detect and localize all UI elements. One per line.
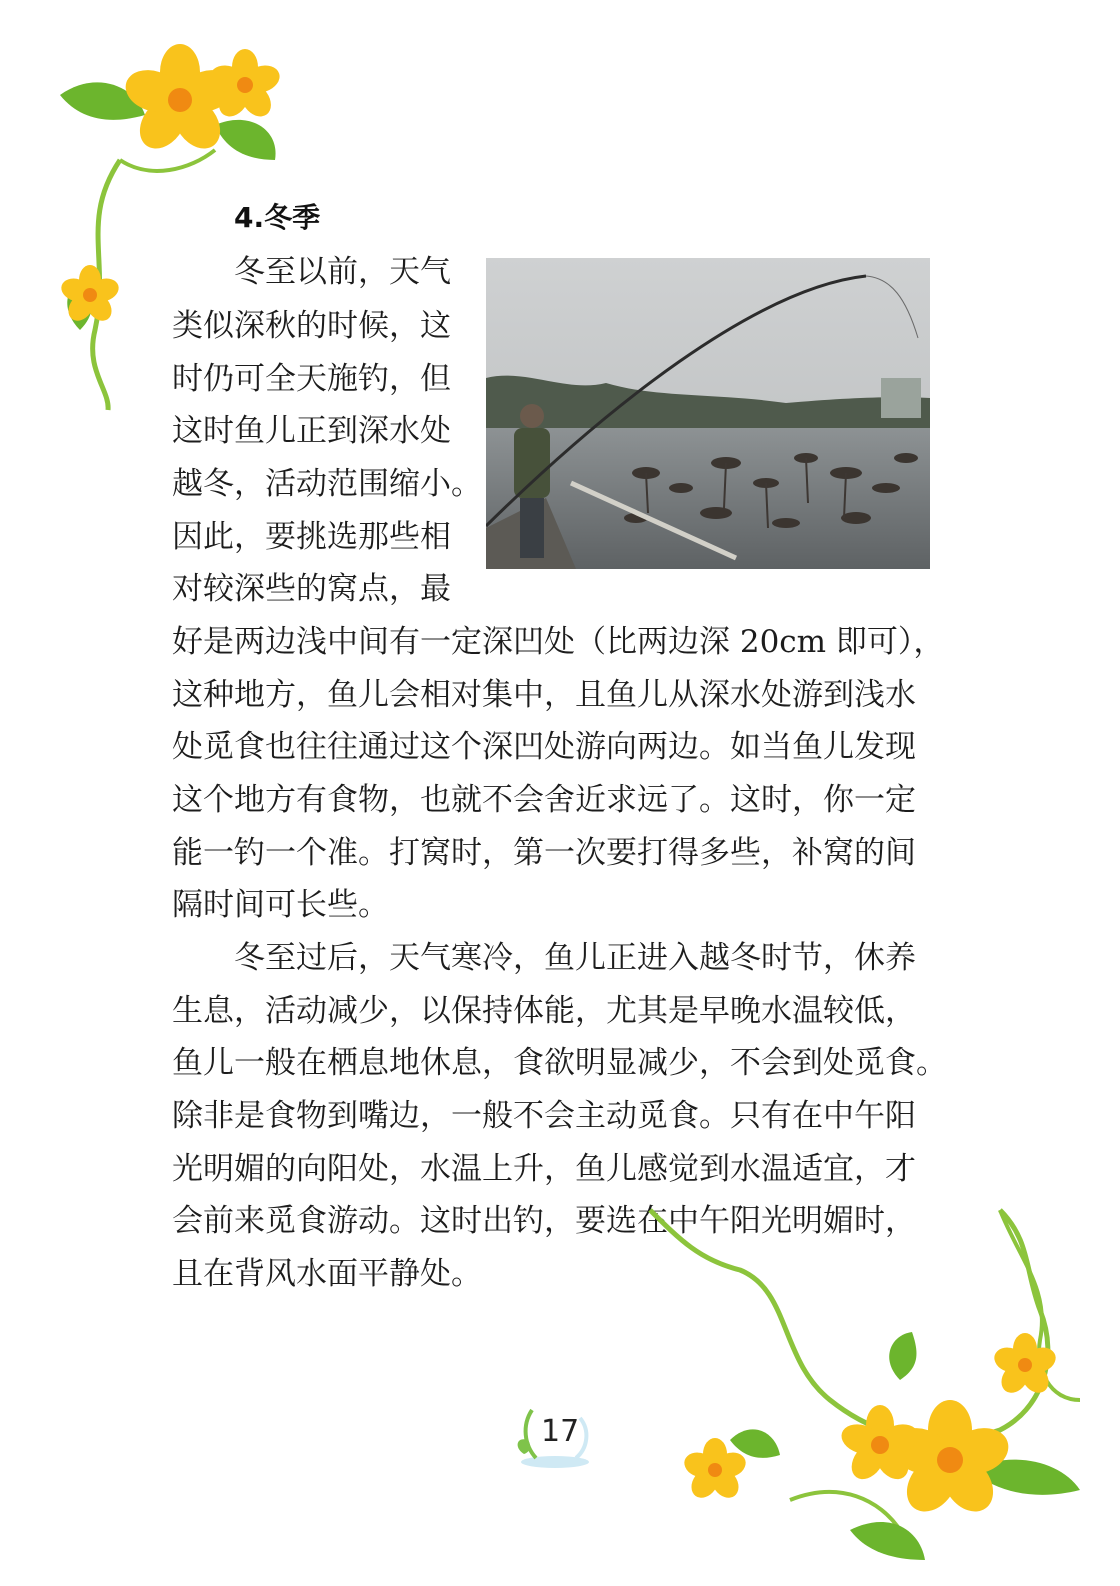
paragraph-line: 时仍可全天施钓，但: [172, 361, 451, 397]
fishing-photo: [486, 258, 930, 569]
paragraph-line: 这种地方，鱼儿会相对集中，且鱼儿从深水处游到浅水: [172, 677, 916, 713]
paragraph-line: 这个地方有食物，也就不会舍近求远了。这时，你一定: [172, 782, 916, 818]
paragraph-line: 对较深些的窝点，最: [172, 571, 451, 607]
paragraph-line: 会前来觅食游动。这时出钓，要选在中午阳光明媚时，: [172, 1203, 916, 1239]
paragraph-line: 鱼儿一般在栖息地休息，食欲明显减少，不会到处觅食。: [172, 1045, 947, 1081]
paragraph-line: 好是两边浅中间有一定深凹处（比两边深 20cm 即可），: [172, 624, 945, 660]
paragraph-line: 冬至以前，天气: [234, 254, 451, 290]
paragraph-line: 且在背风水面平静处。: [172, 1256, 482, 1292]
page-number: 17: [541, 1414, 580, 1449]
paragraph-line: 冬至过后，天气寒冷，鱼儿正进入越冬时节，休养: [234, 940, 916, 976]
paragraph-line: 隔时间可长些。: [172, 887, 389, 923]
paragraph-line: 因此，要挑选那些相: [172, 519, 451, 555]
paragraph-line: 处觅食也往往通过这个深凹处游向两边。如当鱼儿发现: [172, 729, 916, 765]
section-heading: 4.冬季: [234, 201, 321, 234]
paragraph-line: 能一钓一个准。打窝时，第一次要打得多些，补窝的间: [172, 835, 916, 871]
paragraph-line: 除非是食物到嘴边，一般不会主动觅食。只有在中午阳: [172, 1098, 916, 1134]
paragraph-line: 生息，活动减少，以保持体能，尤其是早晚水温较低，: [172, 993, 916, 1029]
paragraph-line: 越冬，活动范围缩小。: [172, 466, 482, 502]
flower-vine-icon: [640, 1200, 1110, 1580]
paragraph-line: 类似深秋的时候，这: [172, 308, 451, 344]
paragraph-line: 光明媚的向阳处，水温上升，鱼儿感觉到水温适宜，才: [172, 1151, 916, 1187]
paragraph-line: 这时鱼儿正到深水处: [172, 413, 451, 449]
